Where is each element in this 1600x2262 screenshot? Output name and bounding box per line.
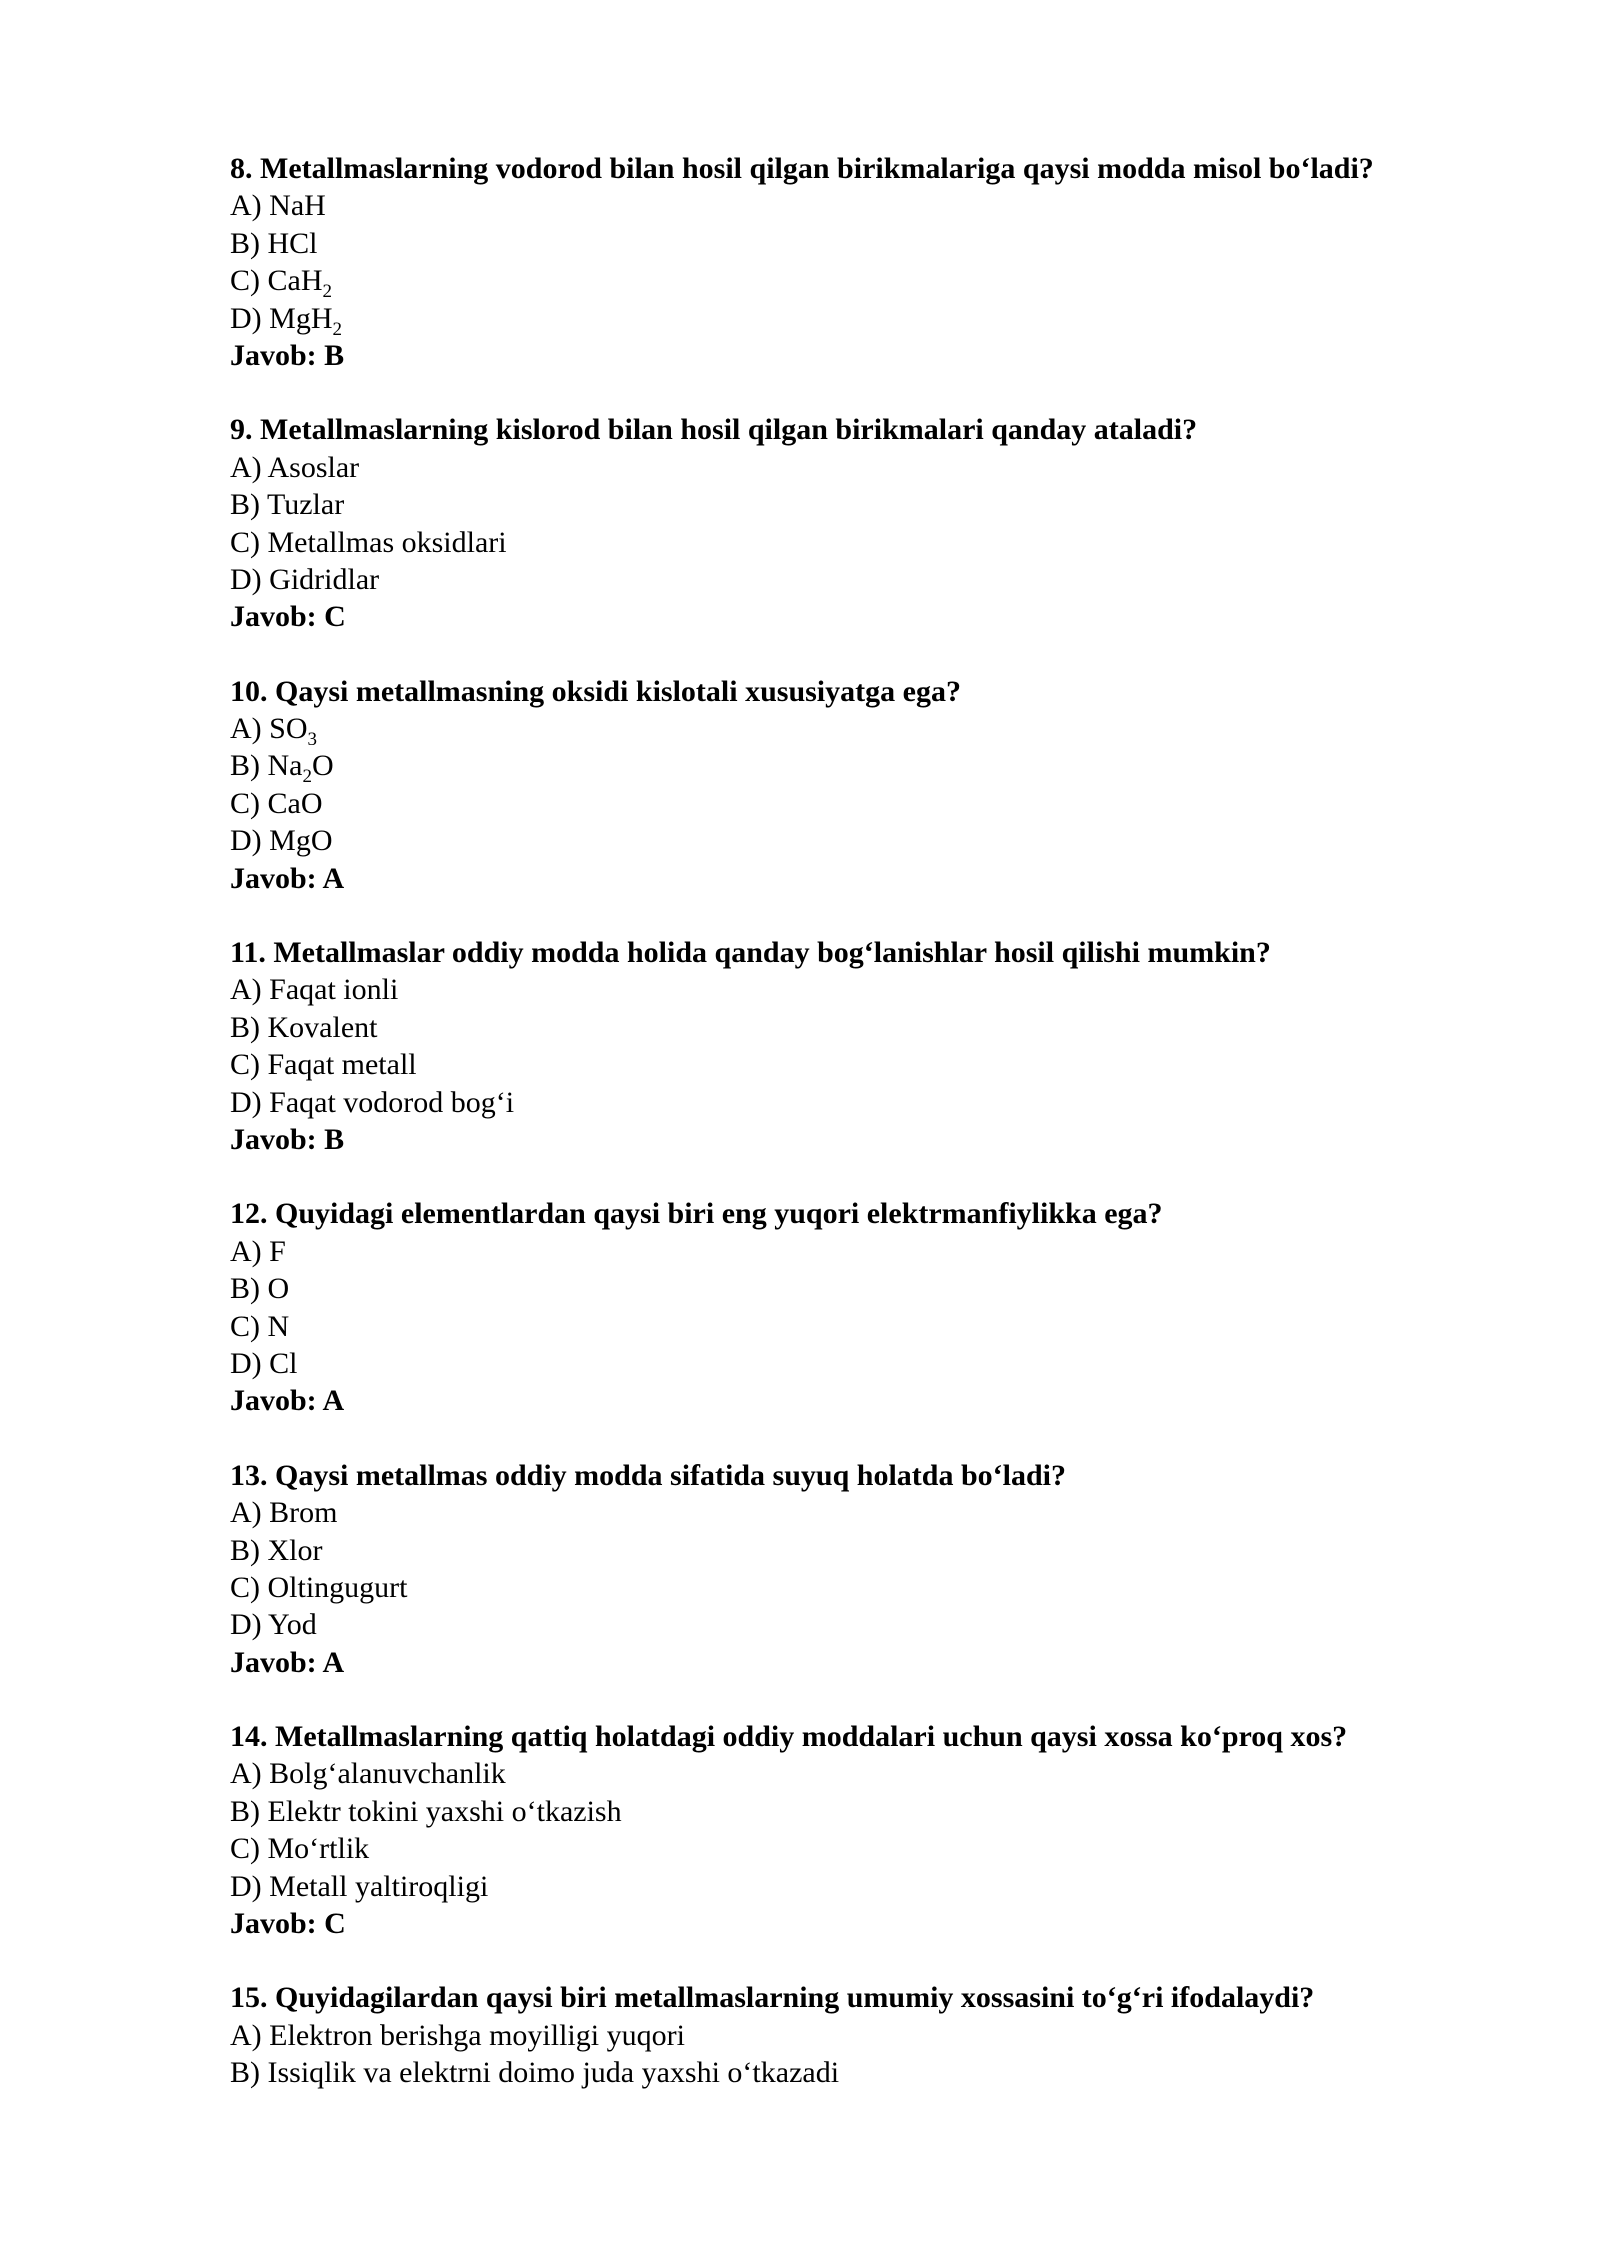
- option-text: [268, 2056, 840, 2089]
- option-text-part: NaH: [269, 189, 326, 223]
- option-text-part: HCl: [267, 226, 318, 260]
- option-text: [269, 973, 398, 1006]
- question-title: 15. Quyidagilardan qaysi biri metallmaslarning umumiy xossasini to‘g‘ri ifodalaydi?: [230, 1981, 1315, 2015]
- option-letter: A): [230, 1757, 262, 1791]
- option-text: [269, 824, 332, 857]
- answer-option: [230, 1830, 1530, 1867]
- option-text-part: Yod: [268, 1608, 317, 1642]
- option-letter: C): [230, 1309, 260, 1343]
- answer-option: [230, 1270, 1530, 1307]
- answer-option: [230, 449, 1530, 486]
- option-letter: C): [230, 1570, 260, 1604]
- option-text-part: O: [267, 1272, 290, 1306]
- option-text-part: Xlor: [267, 1533, 323, 1567]
- option-text-part: MgO: [269, 824, 333, 858]
- answer-option: [230, 1606, 1530, 1643]
- option-text: [268, 1832, 370, 1865]
- option-text-part: Na: [267, 749, 303, 783]
- option-text-part: Asoslar: [267, 450, 360, 484]
- option-text-part: Gidridlar: [269, 562, 380, 596]
- answer-option: [230, 1532, 1530, 1569]
- option-text-part: Mo‘rtlik: [267, 1832, 370, 1866]
- answer-option: [230, 1308, 1530, 1345]
- answer-key: Javob: C: [230, 1907, 346, 1941]
- option-letter: C): [230, 264, 260, 298]
- option-text-part: Oltingugurt: [267, 1570, 408, 1604]
- option-text: [269, 189, 326, 222]
- question-block: [230, 1979, 1530, 2091]
- option-text-part: Faqat metall: [267, 1048, 417, 1082]
- option-letter: A): [230, 973, 262, 1007]
- option-text: [268, 1310, 290, 1343]
- option-text: [268, 1534, 323, 1567]
- option-letter: B): [230, 1010, 260, 1044]
- question-block: [230, 934, 1530, 1158]
- answer-option: [230, 1755, 1530, 1792]
- answer-option: [230, 1569, 1530, 1606]
- option-letter: A): [230, 1496, 262, 1530]
- option-text-part: Issiqlik va elektrni doimo juda yaxshi o‘tkazadi: [267, 2056, 840, 2090]
- question-title: 14. Metallmaslarning qattiq holatdagi oddiy moddalari uchun qaysi xossa ko‘proq xos?: [230, 1720, 1348, 1754]
- option-letter: D): [230, 301, 262, 335]
- formula-subscript: 3: [307, 729, 318, 751]
- option-text: [269, 2019, 685, 2052]
- answer-option: [230, 1084, 1530, 1121]
- option-text-part: Kovalent: [267, 1010, 378, 1044]
- option-text: [268, 1571, 408, 1604]
- question-title: 13. Qaysi metallmas oddiy modda sifatida suyuq holatda bo‘ladi?: [230, 1458, 1067, 1492]
- answer-key: Javob: B: [230, 338, 345, 372]
- answer-key: Javob: A: [230, 1384, 345, 1418]
- answer-option: [230, 2054, 1530, 2091]
- formula-subscript: 2: [302, 766, 312, 788]
- question-title: 12. Quyidagi elementlardan qaysi biri eng yuqori elektrmanfiylikka ega?: [230, 1197, 1163, 1231]
- option-text-part: N: [267, 1309, 290, 1343]
- option-text: [268, 1795, 622, 1828]
- question-title: 9. Metallmaslarning kislorod bilan hosil qilgan birikmalari qanday ataladi?: [230, 413, 1198, 447]
- answer-key: Javob: B: [230, 1122, 345, 1156]
- option-text: [268, 451, 360, 484]
- option-text-part: Brom: [269, 1496, 338, 1530]
- answer-option: [230, 785, 1530, 822]
- answer-key: Javob: C: [230, 600, 346, 634]
- option-text-part: Elektron berishga moyilligi yuqori: [269, 2018, 685, 2052]
- question-title: 11. Metallmaslar oddiy modda holida qanday bog‘lanishlar hosil qilishi mumkin?: [230, 936, 1271, 970]
- option-letter: D): [230, 824, 262, 858]
- option-text: [267, 749, 334, 788]
- option-letter: D): [230, 1346, 262, 1380]
- option-letter: C): [230, 525, 260, 559]
- answer-option: [230, 486, 1530, 523]
- answer-option: [230, 300, 1530, 340]
- option-letter: A): [230, 1234, 262, 1268]
- question-block: [230, 1457, 1530, 1681]
- answer-option: [230, 187, 1530, 224]
- option-text: [269, 1870, 488, 1903]
- option-letter: D): [230, 1869, 262, 1903]
- answer-option: [230, 1233, 1530, 1270]
- option-text: [267, 488, 344, 521]
- question-title: 8. Metallmaslarning vodorod bilan hosil qilgan birikmalariga qaysi modda misol bo‘ladi?: [230, 152, 1374, 185]
- answer-option: [230, 2017, 1530, 2054]
- option-text-part: CaH: [267, 264, 323, 298]
- option-letter: B): [230, 749, 260, 783]
- formula-subscript: 2: [322, 281, 332, 303]
- answer-option: [230, 1345, 1530, 1382]
- answer-option: [230, 971, 1530, 1008]
- question-list: [230, 150, 1530, 2129]
- answer-option: [230, 524, 1530, 561]
- answer-option: [230, 262, 1530, 303]
- answer-option: [230, 1868, 1530, 1905]
- option-text: [267, 264, 333, 303]
- question-block: [230, 411, 1530, 635]
- answer-option: [230, 561, 1530, 598]
- option-text: [269, 1235, 286, 1268]
- option-text-part: Faqat vodorod bog‘i: [269, 1085, 515, 1119]
- option-letter: D): [230, 1608, 262, 1642]
- option-letter: A): [230, 450, 262, 484]
- option-text: [269, 563, 379, 596]
- option-text: [269, 1347, 297, 1380]
- option-text-part: Metall yaltiroqligi: [269, 1869, 489, 1903]
- option-text-part: Elektr tokini yaxshi o‘tkazish: [267, 1794, 622, 1828]
- option-text-part: Tuzlar: [266, 488, 345, 522]
- formula-subscript: 2: [332, 318, 342, 340]
- answer-key: Javob: A: [230, 861, 345, 895]
- answer-option: [230, 747, 1530, 788]
- option-letter: D): [230, 1085, 262, 1119]
- answer-option: [230, 710, 1530, 751]
- option-text: [269, 301, 342, 340]
- option-letter: B): [230, 1533, 260, 1567]
- option-letter: A): [230, 189, 262, 223]
- answer-option: [230, 1793, 1530, 1830]
- option-text-part: F: [269, 1234, 286, 1268]
- option-text: [268, 1011, 378, 1044]
- question-block: [230, 1718, 1530, 1942]
- option-letter: A): [230, 2018, 262, 2052]
- option-text: [268, 526, 507, 559]
- answer-option: [230, 225, 1530, 262]
- question-block: [230, 1195, 1530, 1419]
- answer-option: [230, 1046, 1530, 1083]
- option-text: [268, 1608, 317, 1641]
- option-letter: B): [230, 226, 260, 260]
- answer-option: [230, 1009, 1530, 1046]
- option-text: [268, 1272, 290, 1305]
- option-letter: B): [230, 1794, 260, 1828]
- option-text-part: Faqat ionli: [269, 973, 399, 1007]
- option-letter: B): [230, 1272, 260, 1306]
- option-letter: B): [230, 488, 260, 522]
- option-text-part: O: [311, 749, 334, 783]
- answer-option: [230, 822, 1530, 859]
- option-text: [268, 1048, 417, 1081]
- option-text: [268, 227, 318, 260]
- option-letter: A): [230, 712, 262, 746]
- option-letter: B): [230, 2056, 260, 2090]
- answer-key: Javob: A: [230, 1645, 345, 1679]
- option-text-part: Cl: [269, 1346, 298, 1380]
- question-title: 10. Qaysi metallmasning oksidi kislotali xususiyatga ega?: [230, 674, 961, 708]
- option-text-part: Metallmas oksidlari: [267, 525, 507, 559]
- question-block: [230, 150, 1530, 374]
- option-letter: C): [230, 786, 260, 820]
- option-text: [269, 1496, 337, 1529]
- option-letter: C): [230, 1048, 260, 1082]
- option-text: [269, 1757, 506, 1790]
- option-text: [269, 1086, 514, 1119]
- option-text-part: CaO: [267, 786, 323, 820]
- option-text: [269, 712, 318, 751]
- option-letter: C): [230, 1832, 260, 1866]
- option-text-part: MgH: [269, 301, 333, 335]
- question-block: [230, 673, 1530, 897]
- option-text: [268, 787, 323, 820]
- option-letter: D): [230, 562, 262, 596]
- option-text-part: Bolg‘alanuvchanlik: [269, 1757, 506, 1791]
- answer-option: [230, 1494, 1530, 1531]
- option-text-part: SO: [269, 712, 308, 746]
